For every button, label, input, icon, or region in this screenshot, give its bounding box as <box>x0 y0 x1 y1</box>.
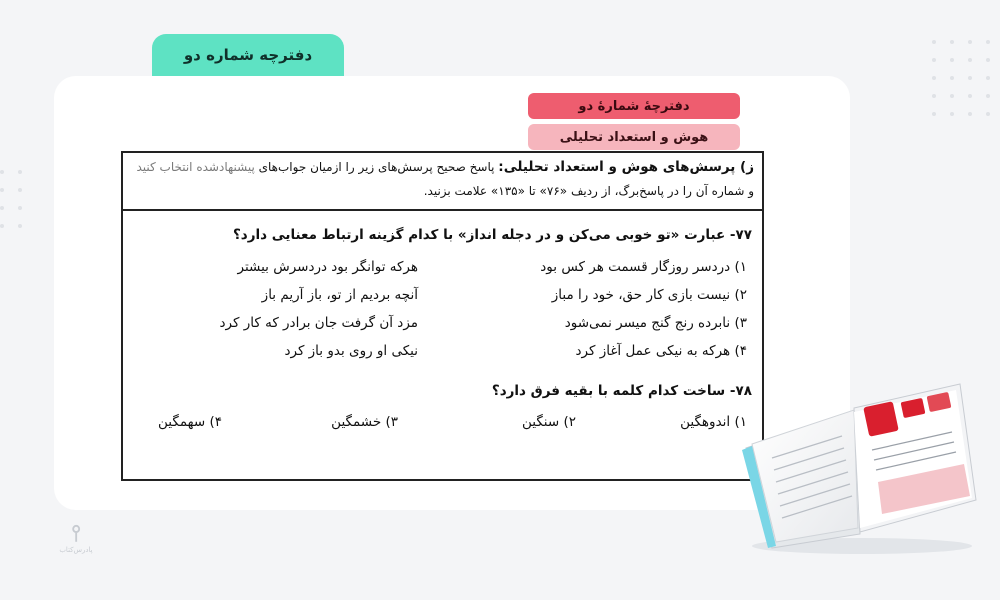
question-77-title: ۷۷- عبارت «تو خوبی می‌کن و در دجله انداز» با کدام گزینه ارتباط معنایی دارد؟ <box>232 227 752 243</box>
subject-badge: هوش و استعداد تحلیلی <box>528 124 740 150</box>
q77-option-3-second: مزد آن گرفت جان برادر که کار کرد <box>219 315 418 331</box>
instruction-faded-text: پیشنهادشده انتخاب کنید <box>136 160 255 174</box>
brand-logo <box>58 522 94 554</box>
instruction-box <box>121 151 764 211</box>
brand-logo-icon: ⫯ <box>71 521 81 546</box>
brand-logo-text: پادرس‌کتاب <box>59 546 93 554</box>
instruction-line-2: و شماره آن را در پاسخ‌برگ، از ردیف «۷۶» تا «۱۳۵» علامت بزنید. <box>423 184 754 198</box>
q78-option-1: ۱) اندوهگین <box>680 414 747 430</box>
instruction-text: پاسخ صحیح پرسش‌های زیر را ازمیان جواب‌های <box>258 160 495 174</box>
q77-option-3-first: ۳) نابرده رنج گنج میسر نمی‌شود <box>564 315 747 331</box>
booklet-badge: دفترچۀ شمارۀ دو <box>528 93 740 119</box>
questions-box <box>121 211 764 481</box>
decorative-dots-left <box>0 170 22 228</box>
exam-booklet-illustration <box>742 378 980 558</box>
q78-option-4: ۴) سهمگین <box>158 414 222 430</box>
q78-option-3: ۳) خشمگین <box>331 414 398 430</box>
question-78-title: ۷۸- ساخت کدام کلمه با بقیه فرق دارد؟ <box>491 383 752 399</box>
booklet-tab: دفترچه شماره دو <box>152 34 344 76</box>
instruction-heading: ز) پرسش‌های هوش و استعداد تحلیلی: <box>498 159 754 175</box>
q77-option-1-second: هرکه توانگر بود دردسرش بیشتر <box>237 259 418 275</box>
q77-option-2-second: آنچه بردیم از تو، باز آریم باز <box>261 287 418 303</box>
q78-option-2: ۲) سنگین <box>521 414 576 430</box>
q77-option-4-first: ۴) هرکه به نیکی عمل آغاز کرد <box>575 343 747 359</box>
q77-option-4-second: نیکی او روی بدو باز کرد <box>284 343 418 359</box>
instruction-line-1 <box>131 155 754 179</box>
q77-option-1-first: ۱) دردسر روزگار قسمت هر کس بود <box>540 259 747 275</box>
decorative-dots-right <box>932 40 990 116</box>
q77-option-2-first: ۲) نیست بازی کار حق، خود را مباز <box>551 287 747 303</box>
